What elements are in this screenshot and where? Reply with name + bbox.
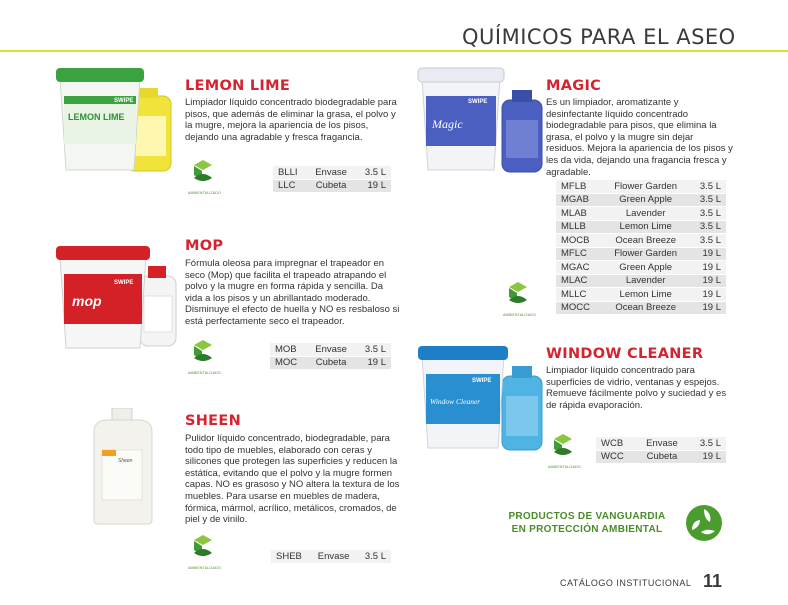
sku-code: BLLI: [273, 166, 307, 179]
table-row: [270, 356, 391, 370]
window-cleaner-product-image: [416, 344, 544, 456]
eco-badge-label: AMBIENTALIZADO: [188, 191, 222, 195]
magic-label-text: Magic: [432, 117, 463, 131]
eco-vanguard-line1: PRODUCTOS DE VANGUARDIA: [508, 511, 666, 522]
sku-name: Ocean Breeze: [602, 301, 689, 315]
mop-eco-badge: [188, 338, 222, 375]
window-cleaner-brand-text: SWIPE: [472, 378, 492, 384]
magic-brand-text: SWIPE: [468, 99, 488, 105]
eco-vanguard-line2: EN PROTECCIÓN AMBIENTAL: [511, 524, 663, 535]
magic-title: MAGIC: [546, 78, 602, 94]
sku-name: Cubeta: [307, 356, 355, 370]
lemon-lime-product-image: [52, 66, 180, 176]
sku-name: Ocean Breeze: [602, 234, 689, 248]
table-row: [556, 220, 726, 234]
sku-size: 19 L: [688, 450, 726, 464]
sku-code: MLLC: [556, 288, 602, 302]
sku-size: 19 L: [689, 247, 726, 261]
sku-name: Cubeta: [307, 179, 355, 193]
eco-badge-label: AMBIENTALIZADO: [548, 465, 582, 469]
table-row: [556, 207, 726, 221]
magic-sku-table: [556, 180, 726, 315]
sku-code: SHEB: [271, 550, 311, 563]
sku-code: MFLC: [556, 247, 602, 261]
sku-code: MFLB: [556, 180, 602, 193]
table-row: [596, 450, 726, 464]
magic-description: Es un limpiador, aromatizante y desinfectante líquido concentrado biodegradable para pisos, que elimina la grasa, el polvo y la mugre sin dejar residuos. Mejora la apariencia de los pisos y les da vida, dejando una fragancia fresca y agradable.: [546, 97, 733, 178]
sku-name: Green Apple: [602, 261, 689, 275]
sku-size: 3.5 L: [355, 166, 391, 179]
sku-name: Lavender: [602, 207, 689, 221]
window-cleaner-eco-badge: [548, 432, 582, 469]
lemon-lime-description: Limpiador líquido concentrado biodegradable para pisos, que además de eliminar la grasa, el polvo y la mugre, mejora la apariencia de los pisos, dejando una agradable y fresca fragancia.: [185, 97, 397, 143]
sku-name: Flower Garden: [602, 247, 689, 261]
sku-name: Lemon Lime: [602, 288, 689, 302]
eco-leaf-icon: [190, 158, 216, 184]
footer-catalog-label: CATÁLOGO INSTITUCIONAL: [560, 578, 692, 588]
lemon-lime-eco-badge: [188, 158, 222, 195]
sheen-product-image: [88, 408, 158, 526]
sku-name: Envase: [307, 343, 355, 356]
mop-label-text: mop: [72, 293, 102, 309]
table-row: [596, 437, 726, 450]
sku-name: Lavender: [602, 274, 689, 288]
sku-name: Green Apple: [602, 193, 689, 207]
sku-size: 19 L: [355, 356, 391, 370]
table-row: [273, 166, 391, 179]
sku-code: MOB: [270, 343, 307, 356]
sheen-description: Pulidor líquido concentrado, biodegradable, para todo tipo de muebles, elaborado con ceras y silicones que protegen las superficies y reducen la estática, evitando que el polvo y la mugre formen capas. NO es grasoso y NO altera la textura de los muebles. Para usarse en muebles de madera, fórmica, mármol, acrílico, metálicos, cromados, de piel y de vinilo.: [185, 433, 400, 526]
magic-eco-badge: [503, 280, 537, 317]
table-row: [556, 247, 726, 261]
sku-size: 3.5 L: [355, 343, 391, 356]
lemon-lime-sku-table: [273, 166, 391, 193]
mop-sku-table: [270, 343, 391, 370]
sku-code: MOC: [270, 356, 307, 370]
sheen-sku-table: [271, 550, 391, 564]
table-row: [271, 550, 391, 563]
eco-leaf-icon: [190, 533, 216, 559]
sku-name: Envase: [636, 437, 687, 450]
window-cleaner-sku-table: [596, 437, 726, 464]
sku-size: 3.5 L: [688, 437, 726, 450]
sku-size: 19 L: [355, 179, 391, 193]
lemon-lime-label-text: LEMON LIME: [68, 112, 125, 122]
sku-size: 3.5 L: [689, 180, 726, 193]
sku-code: LLC: [273, 179, 307, 193]
sku-size: 3.5 L: [357, 550, 391, 563]
mop-product-image: [54, 244, 180, 354]
sku-code: MOCC: [556, 301, 602, 315]
sku-name: Envase: [311, 550, 357, 563]
table-row: [270, 343, 391, 356]
window-cleaner-title: WINDOW CLEANER: [546, 346, 704, 362]
table-row: [556, 234, 726, 248]
window-cleaner-description: Limpiador líquido concentrado para superficies de vidrio, ventanas y espejos. Remueve fácilmente polvo y suciedad y es de rápida evaporación.: [546, 365, 727, 411]
sheen-eco-badge: [188, 533, 222, 570]
sku-size: 3.5 L: [689, 207, 726, 221]
eco-badge-label: AMBIENTALIZADO: [188, 566, 222, 570]
sku-size: 3.5 L: [689, 220, 726, 234]
sku-code: MGAB: [556, 193, 602, 207]
sku-code: MLAB: [556, 207, 602, 221]
eco-vanguard-message: [492, 510, 682, 536]
table-row: [556, 274, 726, 288]
eco-leaf-icon: [550, 432, 576, 458]
sku-size: 19 L: [689, 288, 726, 302]
sku-code: WCB: [596, 437, 636, 450]
sheen-label-text: Sheen: [118, 458, 133, 464]
sku-code: MLAC: [556, 274, 602, 288]
sku-code: MLLB: [556, 220, 602, 234]
sku-code: MOCB: [556, 234, 602, 248]
table-row: [273, 179, 391, 193]
sku-name: Lemon Lime: [602, 220, 689, 234]
footer-page-number: 11: [703, 571, 723, 591]
mop-description: Fórmula oleosa para impregnar el trapeador en seco (Mop) que facilita el trapeado atrapando el polvo y la mugre en forma rápida y sencilla. Da vida a los pisos y un abrillantado moderado. Disminuye el efecto de huella y NO es resbaloso si está perfectamente seco el trapeador.: [185, 258, 400, 327]
sku-name: Envase: [307, 166, 355, 179]
sku-name: Flower Garden: [602, 180, 689, 193]
table-row: [556, 288, 726, 302]
eco-badge-label: AMBIENTALIZADO: [503, 313, 537, 317]
sku-size: 19 L: [689, 261, 726, 275]
recycle-leaf-icon: [684, 503, 724, 543]
eco-badge-label: AMBIENTALIZADO: [188, 371, 222, 375]
lemon-lime-brand-text: SWIPE: [114, 98, 134, 104]
table-row: [556, 180, 726, 193]
magic-product-image: [416, 66, 546, 178]
sku-size: 3.5 L: [689, 234, 726, 248]
header-divider: [0, 50, 788, 52]
table-row: [556, 301, 726, 315]
sku-code: MGAC: [556, 261, 602, 275]
table-row: [556, 193, 726, 207]
eco-leaf-icon: [190, 338, 216, 364]
page-title: QUÍMICOS PARA EL ASEO: [462, 25, 736, 49]
window-cleaner-label-text: Window Cleaner: [430, 397, 481, 406]
lemon-lime-title: LEMON LIME: [185, 78, 291, 94]
sku-size: 19 L: [689, 274, 726, 288]
mop-brand-text: SWIPE: [114, 280, 134, 286]
sku-name: Cubeta: [636, 450, 687, 464]
sku-size: 3.5 L: [689, 193, 726, 207]
eco-leaf-icon: [505, 280, 531, 306]
mop-title: MOP: [185, 238, 224, 254]
sku-size: 19 L: [689, 301, 726, 315]
sheen-title: SHEEN: [185, 413, 242, 429]
table-row: [556, 261, 726, 275]
sku-code: WCC: [596, 450, 636, 464]
